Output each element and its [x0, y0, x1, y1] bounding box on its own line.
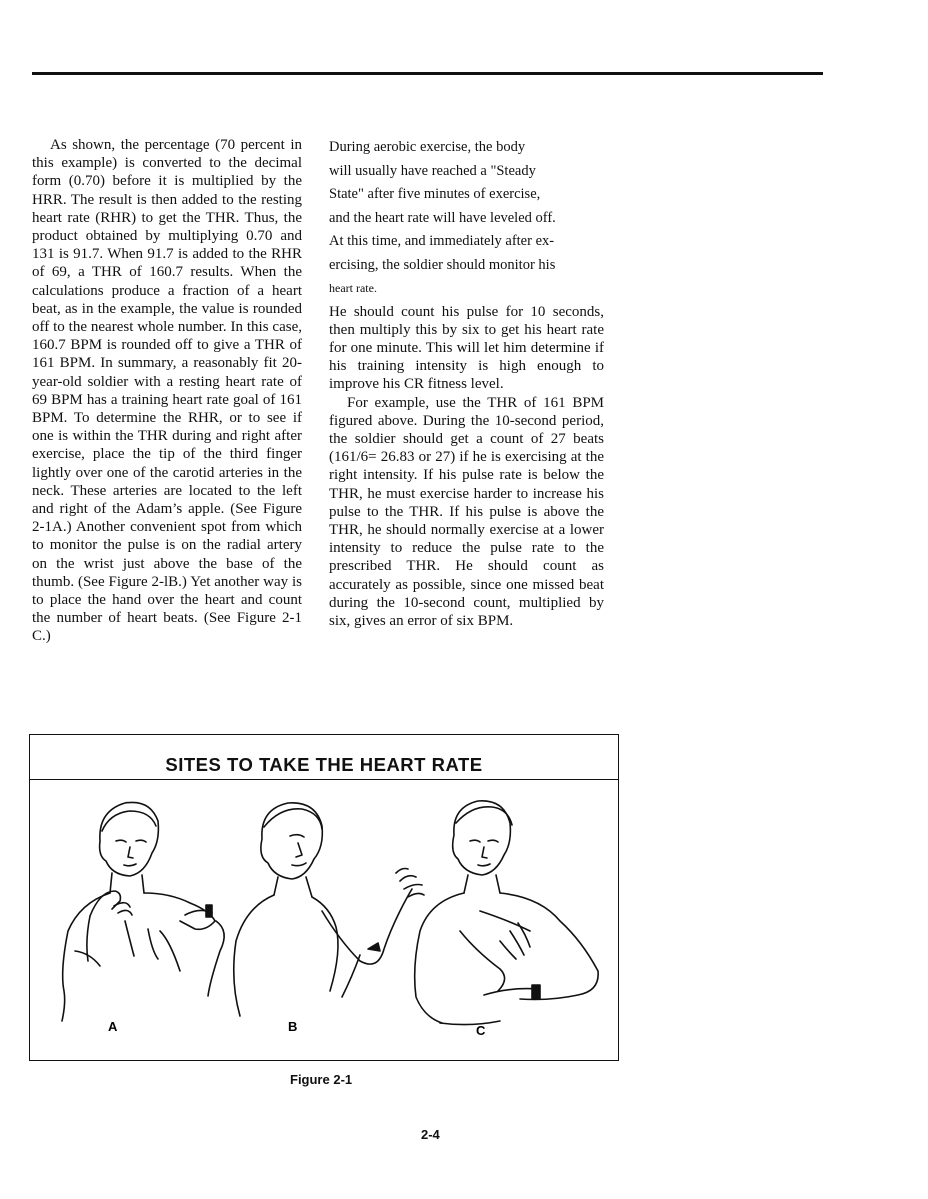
figure-heart-rate-sites — [29, 734, 619, 1061]
page-number: 2-4 — [421, 1127, 440, 1142]
right-line: will usually have reached a "Steady — [329, 162, 536, 179]
figure-label-b: B — [288, 1019, 298, 1034]
soldier-c-drawing — [415, 801, 599, 1025]
right-line-small: heart rate. — [329, 281, 377, 295]
right-paragraph-2: He should count his pulse for 10 seconds, then multiply this by six to get his heart rate for one minute. This will let him determine if his training intensity is high enough to improve his CR fitness level. — [329, 303, 604, 393]
top-rule — [32, 72, 823, 75]
soldier-a-drawing — [62, 802, 224, 1021]
figure-label-c: C — [476, 1023, 486, 1038]
right-paragraph-3: For example, use the THR of 161 BPM figured above. During the 10-second period, the soldier should get a count of 27 beats (161/6= 26.83 or 27) if he is exercising at the right intensity. If his pulse rate is below the THR, he must exercise harder to increase his pulse to the THR. If his pulse is above the THR, he should normally exercise at a lower intensity to reduce the pulse rate to the prescribed THR. He should count as accurately as possible, since one missed beat during the 10-second count, multiplied by six, gives an error of six BPM. — [329, 394, 604, 629]
figure-title: SITES TO TAKE THE HEART RATE — [30, 735, 618, 780]
figure-label-a: A — [108, 1019, 118, 1034]
right-paragraph-1 — [329, 136, 604, 301]
right-line: During aerobic exercise, the body — [329, 139, 526, 155]
left-column — [32, 136, 302, 646]
left-paragraph: As shown, the percentage (70 percent in this example) is converted to the decimal form (0.70) before it is multiplied by the HRR. The result is then added to the resting heart rate (RHR) to get the THR. Thus, the product obtained by multiplying 0.70 and 131 is 91.7. When 91.7 is added to the RHR of 69, a THR of 160.7 results. When the calculations produce a fraction of a heart beat, as in the example, the value is rounded off to the nearest whole number. In this case, 160.7 BPM is rounded off to give a THR of 161 BPM. In summary, a reasonably fit 20-year-old soldier with a resting heart rate of 69 BPM has a training heart rate goal of 161 BPM. To determine the RHR, or to see if one is within the THR during and right after exercise, place the tip of the third finger lightly over one of the carotid arteries in the neck. These arteries are located to the left and right of the Adam’s apple. (See Figure 2-1A.) Another convenient spot from which to monitor the pulse is on the radial artery on the wrist just above the base of the thumb. (See Figure 2-lB.) Yet another way is to place the hand over the heart and count the number of heart beats. (See Figure 2-1 C.) — [32, 137, 302, 645]
right-line: and the heart rate will have leveled off. — [329, 209, 556, 226]
right-line: State" after five minutes of exercise, — [329, 186, 541, 202]
right-line: At this time, and immediately after ex- — [329, 233, 555, 249]
figure-caption: Figure 2-1 — [290, 1072, 353, 1087]
soldier-b-drawing — [234, 803, 424, 1016]
figure-illustration — [30, 781, 618, 1059]
right-line: ercising, the soldier should monitor his — [329, 256, 556, 273]
right-column — [329, 136, 604, 630]
